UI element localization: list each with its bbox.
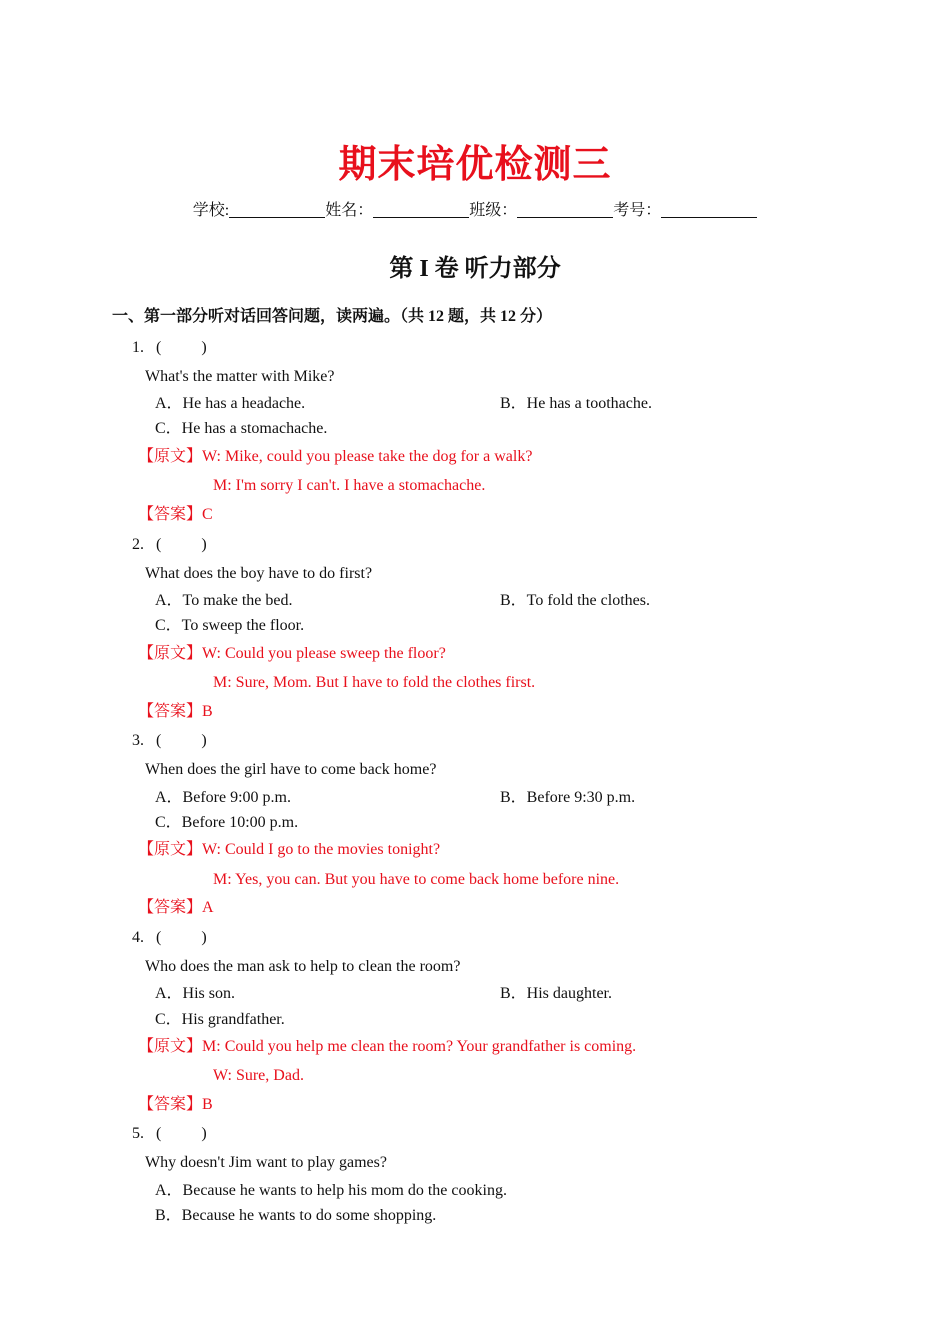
option-c: C．His grandfather. <box>155 1011 285 1028</box>
answer-label: 【答案】 <box>138 506 203 523</box>
original-text-line-1 <box>138 644 446 664</box>
class-blank[interactable] <box>517 201 613 218</box>
question-text: What's the matter with Mike? <box>145 368 335 385</box>
option-a: A．He has a headache. <box>155 395 306 412</box>
answer-line <box>138 505 213 525</box>
original-text-line-1 <box>138 840 440 860</box>
answer-paren-open: ( <box>156 732 162 749</box>
original-label: 【原文】 <box>138 841 203 858</box>
class-label: 班级： <box>469 202 518 219</box>
question-number: 4. <box>132 929 144 946</box>
option-c: C．To sweep the floor. <box>155 617 305 634</box>
answer-paren-open: ( <box>156 1125 162 1142</box>
option-c: C．Before 10:00 p.m. <box>155 814 299 831</box>
question-text: What does the boy have to do first? <box>145 565 373 582</box>
answer-paren-close: ) <box>201 1125 207 1142</box>
answer-paren-close: ) <box>201 732 207 749</box>
answer-line <box>138 1095 213 1115</box>
question-number: 3. <box>132 732 144 749</box>
answer-label: 【答案】 <box>138 899 203 916</box>
option-a: A．Because he wants to help his mom do the cooking. <box>155 1182 507 1199</box>
school-blank[interactable] <box>229 201 325 218</box>
option-a: A．To make the bed. <box>155 592 293 609</box>
option-b: B．To fold the clothes. <box>500 592 650 609</box>
original-text-line-2: M: Yes, you can. But you have to come back home before nine. <box>213 871 620 888</box>
part-title: 第 I 卷 听力部分 <box>389 256 561 282</box>
answer-label: 【答案】 <box>138 1096 203 1113</box>
answer-paren-open: ( <box>156 536 162 553</box>
dialog-line: W: Could you please sweep the floor? <box>202 645 446 662</box>
name-blank[interactable] <box>373 201 469 218</box>
dialog-line: W: Mike, could you please take the dog for a walk? <box>202 448 533 465</box>
section-heading: 一、第一部分听对话回答问题，读两遍。（共 12 题，共 12 分） <box>112 308 553 325</box>
question-text: Who does the man ask to help to clean the room? <box>145 958 461 975</box>
original-label: 【原文】 <box>138 645 203 662</box>
answer-line <box>138 702 213 722</box>
answer-value: C <box>202 506 213 523</box>
answer-paren-close: ) <box>201 339 207 356</box>
question-number-line <box>132 338 207 358</box>
original-text-line-1 <box>138 447 532 467</box>
number-blank[interactable] <box>661 201 757 218</box>
option-a: A．Before 9:00 p.m. <box>155 789 291 806</box>
question-number: 5. <box>132 1125 144 1142</box>
question-number: 2. <box>132 536 144 553</box>
original-text-line-2: M: I'm sorry I can't. I have a stomachache. <box>213 477 486 494</box>
option-b: B．Before 9:30 p.m. <box>500 789 636 806</box>
name-label: 姓名： <box>325 202 374 219</box>
original-text-line-1 <box>138 1037 636 1057</box>
dialog-line: M: Could you help me clean the room? Your grandfather is coming. <box>202 1038 637 1055</box>
answer-value: B <box>202 703 213 720</box>
question-text: Why doesn't Jim want to play games? <box>145 1154 387 1171</box>
option-b: B．Because he wants to do some shopping. <box>155 1207 437 1224</box>
original-label: 【原文】 <box>138 1038 203 1055</box>
answer-line <box>138 898 214 918</box>
question-text: When does the girl have to come back home? <box>145 761 437 778</box>
original-text-line-2: M: Sure, Mom. But I have to fold the clothes first. <box>213 674 536 691</box>
question-number: 1. <box>132 339 144 356</box>
answer-label: 【答案】 <box>138 703 203 720</box>
dialog-line: W: Could I go to the movies tonight? <box>202 841 441 858</box>
page-title: 期末培优检测三 <box>338 142 612 186</box>
answer-paren-open: ( <box>156 339 162 356</box>
option-c: C．He has a stomachache. <box>155 420 328 437</box>
answer-paren-close: ) <box>201 929 207 946</box>
number-label: 考号： <box>613 202 662 219</box>
option-b: B．He has a toothache. <box>500 395 652 412</box>
school-label: 学校: <box>192 202 230 219</box>
question-number-line <box>132 1124 207 1144</box>
question-number-line <box>132 731 207 751</box>
answer-value: A <box>202 899 214 916</box>
answer-paren-open: ( <box>156 929 162 946</box>
question-number-line <box>132 535 207 555</box>
answer-paren-close: ) <box>201 536 207 553</box>
option-b: B．His daughter. <box>500 985 612 1002</box>
option-a: A．His son. <box>155 985 236 1002</box>
answer-value: B <box>202 1096 213 1113</box>
original-text-line-2: W: Sure, Dad. <box>213 1067 304 1084</box>
student-info-line <box>0 197 950 220</box>
question-number-line <box>132 928 207 948</box>
original-label: 【原文】 <box>138 448 203 465</box>
